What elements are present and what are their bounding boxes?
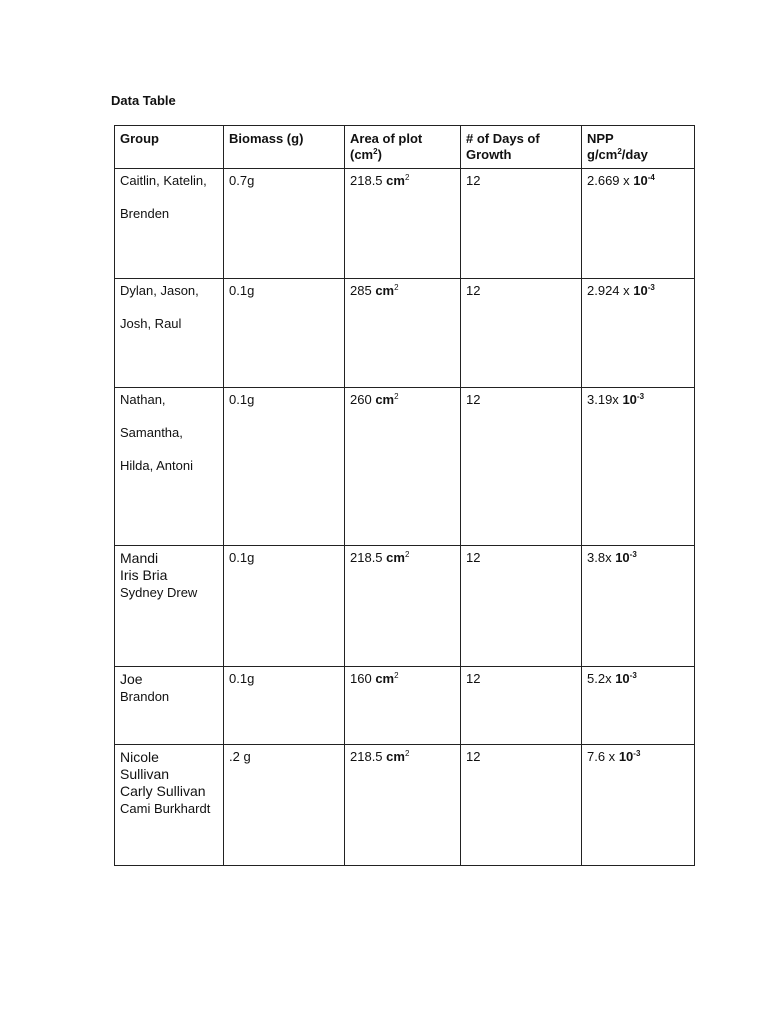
npp-cell: 3.19x $10^{-3}$ — [582, 388, 695, 546]
days-cell: 12 — [461, 169, 582, 279]
group-cell: Nicole Sullivan Carly Sullivan Cami Burkhardt — [115, 745, 224, 866]
table-row — [115, 169, 695, 279]
days-cell: 12 — [461, 546, 582, 667]
npp-cell: 2.924 x $10^{-3}$ — [582, 279, 695, 388]
npp-cell: 3.8x $10^{-3}$ — [582, 546, 695, 667]
header-days: # of Days of Growth — [461, 126, 582, 169]
biomass-cell: 0.7g — [224, 169, 345, 279]
npp-cell: 7.6 x $10^{-3}$ — [582, 745, 695, 866]
npp-cell: 5.2x $10^{-3}$ — [582, 667, 695, 745]
biomass-cell: 0.1g — [224, 388, 345, 546]
header-group: Group — [115, 126, 224, 169]
group-cell: Nathan, Samantha, Hilda, Antoni — [115, 388, 224, 546]
biomass-cell: 0.1g — [224, 546, 345, 667]
group-cell: Joe Brandon — [115, 667, 224, 745]
days-cell: 12 — [461, 388, 582, 546]
days-cell: 12 — [461, 279, 582, 388]
table-row — [115, 388, 695, 546]
table-row — [115, 546, 695, 667]
npp-cell: 2.669 x $10^{-4}$ — [582, 169, 695, 279]
header-biomass: Biomass (g) — [224, 126, 345, 169]
header-area: Area of plot $(cm^2)$ — [345, 126, 461, 169]
table-row — [115, 279, 695, 388]
biomass-cell: 0.1g — [224, 279, 345, 388]
biomass-cell: .2 g — [224, 745, 345, 866]
group-cell: Dylan, Jason, Josh, Raul — [115, 279, 224, 388]
table-row — [115, 745, 695, 866]
data-table — [114, 125, 695, 866]
page-title: Data Table — [111, 93, 176, 108]
biomass-cell: 0.1g — [224, 667, 345, 745]
header-row — [115, 126, 695, 169]
area-cell: 160 $cm^2$ — [345, 667, 461, 745]
header-npp: NPP $g/cm^2$/day — [582, 126, 695, 169]
group-cell: Mandi Iris Bria Sydney Drew — [115, 546, 224, 667]
days-cell: 12 — [461, 667, 582, 745]
area-cell: 218.5 $cm^2$ — [345, 546, 461, 667]
area-cell: 260 $cm^2$ — [345, 388, 461, 546]
group-cell: Caitlin, Katelin, Brenden — [115, 169, 224, 279]
area-cell: 285 $cm^2$ — [345, 279, 461, 388]
area-cell: 218.5 $cm^2$ — [345, 169, 461, 279]
table-row — [115, 667, 695, 745]
area-cell: 218.5 $cm^2$ — [345, 745, 461, 866]
days-cell: 12 — [461, 745, 582, 866]
